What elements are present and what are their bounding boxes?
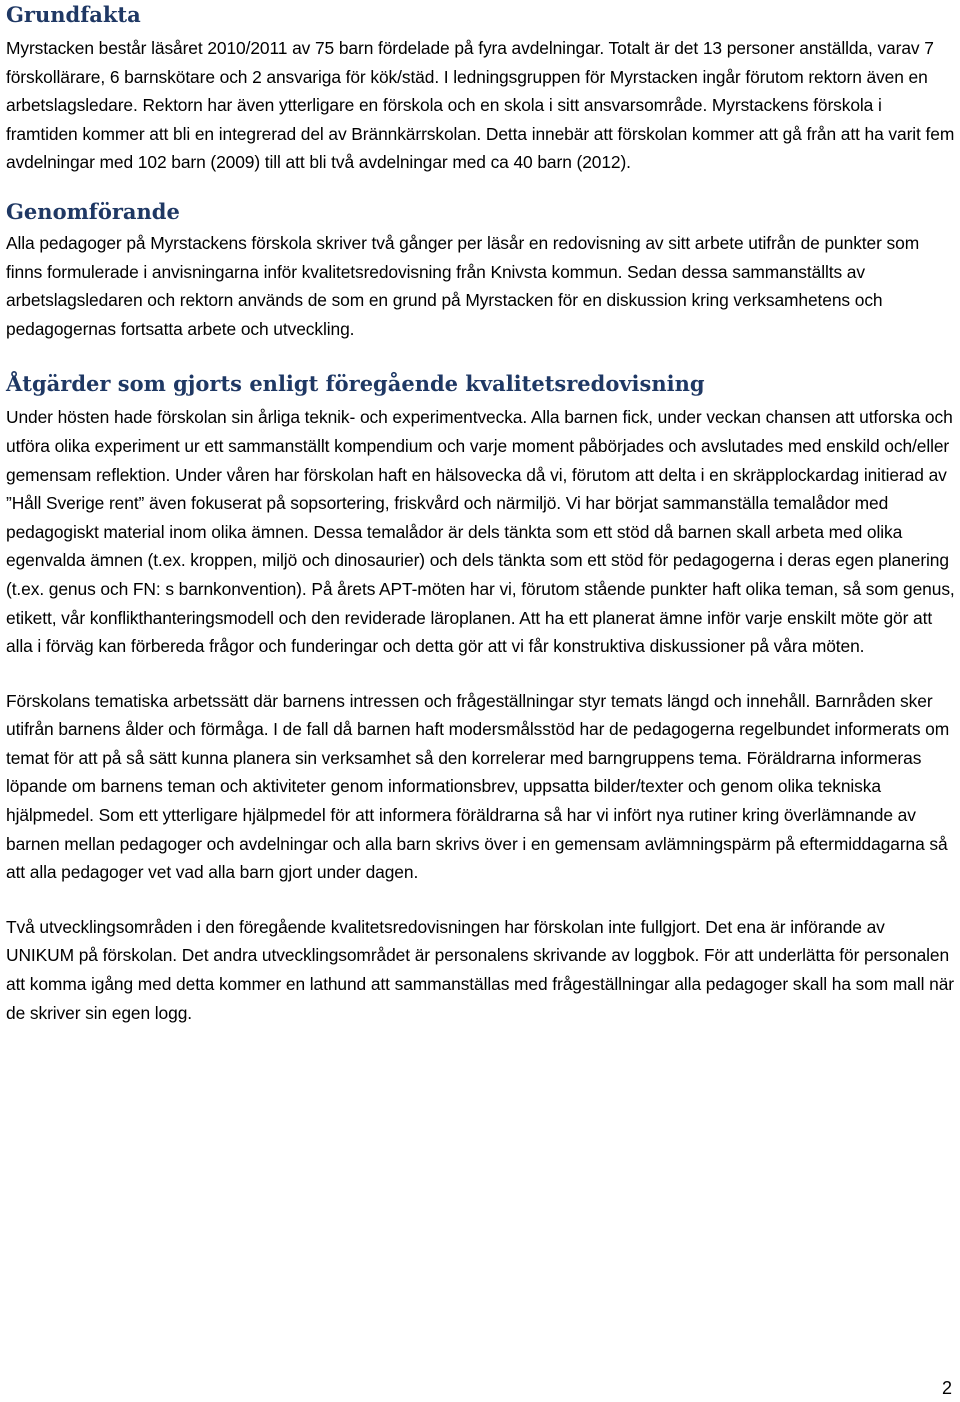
paragraph-atgarder-2: Förskolans tematiska arbetssätt där barnens intressen och frågeställningar styr temats längd och innehåll. Barnråden sker utifrån barnens ålder och förmåga. I de fall då barnen haft modersmålsstöd har de pedagogerna regelbundet informerats om temat för att på så sätt kunna planera sin verksamhet så den korrelerar med barngruppens tema. Föräldrarna informeras löpande om barnens teman och aktiviteter genom informationsbrev, uppsatta bilder/texter och genom olika tekniska hjälpmedel. Som ett ytterligare hjälpmedel för att informera föräldrarna så har vi infört nya rutiner kring överlämnande av barnen mellan pedagoger och avdelningar och alla barn skrivs över i en gemensam avlämningspärm på eftermiddagarna så att alla pedagoger vet vad alla barn gjort under dagen. xyxy=(6,690,950,883)
paragraph-atgarder-1: Under hösten hade förskolan sin årliga teknik- och experimentvecka. Alla barnen fick, under veckan chansen att utforska och utföra olika experiment ur ett sammanställt kompendium och varje moment påbörjades och avslutades med enskild och/eller gemensam reflektion. Under våren har förskolan haft en hälsovecka då vi, förutom att delta i en skräpplockardag initierad av ”Håll Sverige rent” även fokuserat på sopsortering, friskvård och närmiljö. Vi har börjat sammanställa temalådor med pedagogiskt material inom olika ämnen. Dessa temalådor är dels tänkta som ett stöd då barnen skall arbeta med olika egenvalda ämnen (t.ex. kroppen, miljö och dinosaurier) och dels tänkta som ett stöd för pedagogerna i deras egen planering (t.ex. genus och FN: s barnkonvention). På årets APT-möten har vi, förutom stående punkter haft olika teman, så som genus, etikett, vår konflikthanteringsmodell och den reviderade läroplanen. Att ha ett planerat ämne inför varje enskilt möte gör att alla i förväg kan förbereda frågor och funderingar och detta gör att vi får konstruktiva diskussioner på våra möten. xyxy=(6,407,955,657)
document-page xyxy=(6,0,956,1027)
heading-genomforande: Genomförande xyxy=(6,198,180,224)
heading-grundfakta: Grundfakta xyxy=(6,2,141,27)
page-number: 2 xyxy=(941,1378,952,1398)
paragraph-grundfakta: Myrstacken består läsåret 2010/2011 av 75 barn fördelade på fyra avdelningar. Totalt är det 13 personer anställda, varav 7 förskollärare, 6 barnskötare och 2 ansvariga för kök/städ. I ledningsgruppen för Myrstacken ingår förutom rektorn även en arbetslagsledare. Rektorn har även ytterligare en förskola och en skola i sitt ansvarsområde. Myrstackens förskola i framtiden kommer att bli en integrerad del av Brännkärrskolan. Detta innebär att förskolan kommer att gå från att ha varit fem avdelningar med 102 barn (2009) till att bli två avdelningar med ca 40 barn (2012). xyxy=(6,38,955,173)
heading-atgarder: Åtgärder som gjorts enligt föregående kvalitetsredovisning xyxy=(6,371,705,397)
paragraph-atgarder-3: Två utvecklingsområden i den föregående kvalitetsredovisningen har förskolan inte fullgjort. Det ena är införande av UNIKUM på förskolan. Det andra utvecklingsområdet är personalens skrivande av loggbok. För att underlätta för personalen att komma igång med detta kommer en lathund att sammanställas med frågeställningar alla pedagoger skall ha som mall när de skriver sin egen logg. xyxy=(6,916,954,1023)
paragraph-genomforande: Alla pedagoger på Myrstackens förskola skriver två gånger per läsår en redovisning av sitt arbete utifrån de punkter som finns formulerade i anvisningarna inför kvalitetsredovisning från Knivsta kommun. Sedan dessa sammanställts av arbetslagsledaren och rektorn används de som en grund på Myrstacken för en diskussion kring verksamhetens och pedagogernas fortsatta arbete och utveckling. xyxy=(6,232,920,339)
